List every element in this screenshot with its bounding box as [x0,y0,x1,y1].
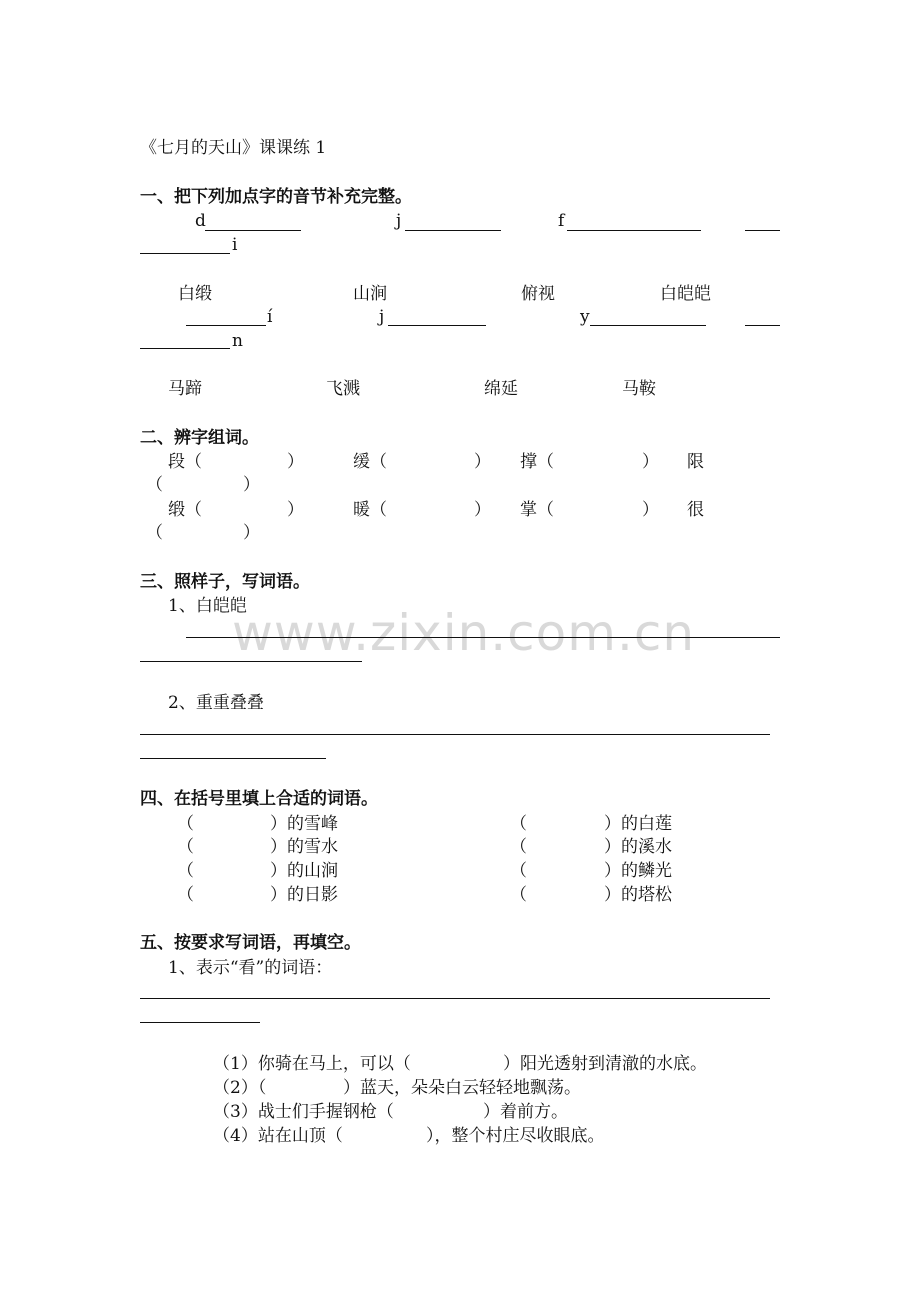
pinyin-prefix: f [558,211,565,231]
fill-item: ）的白莲 [604,814,672,834]
sentence-end: ）阳光透射到清澈的水底。 [503,1054,707,1074]
fill-item: ）的日影 [270,885,338,905]
word: 山涧 [353,284,387,304]
bracket-open: （ [177,861,194,881]
bracket-open: （ [146,475,163,495]
fill-item: ）的雪水 [270,837,338,857]
prompt-item: 1、表示“看”的词语： [168,958,333,978]
char-item: 暖（ [353,500,387,520]
section1-heading: 一、把下列加点字的音节补充完整。 [140,187,412,207]
bracket-close: ） [287,500,304,520]
answer-line[interactable] [140,998,770,999]
bracket-open: （ [146,523,163,543]
word: 马鞍 [622,379,656,399]
pinyin-suffix: i [232,235,238,255]
fill-item: ）的溪水 [604,837,672,857]
answer-line[interactable] [140,661,362,662]
word: 绵延 [484,379,518,399]
bracket-close: ） [243,523,260,543]
word: 白缎 [178,284,212,304]
bracket-close: ） [287,452,304,472]
word: 飞溅 [326,379,360,399]
bracket-open: （ [177,837,194,857]
page-title: 《七月的天山》课课练 1 [140,138,327,158]
word: 马蹄 [168,379,202,399]
example-item: 1、白皑皑 [168,596,247,616]
watermark: www.zixin.com.cn [232,604,696,662]
bracket-open: （ [177,885,194,905]
pinyin-blank[interactable] [140,253,230,254]
sentence-end: ）蓝天，朵朵白云轻轻地飘荡。 [343,1078,581,1098]
bracket-close: ） [243,475,260,495]
sentence-end: ）着前方。 [483,1102,568,1122]
bracket-close: ） [474,452,491,472]
pinyin-prefix: j [396,211,402,231]
sentence-start: （4）站在山顶（ [213,1126,343,1146]
fill-item: ）的山涧 [270,861,338,881]
pinyin-blank[interactable] [140,348,230,349]
bracket-open: （ [510,814,527,834]
section3-heading: 三、照样子，写词语。 [140,572,310,592]
bracket-close: ） [642,500,659,520]
section5-heading: 五、按要求写词语，再填空。 [140,933,361,953]
pinyin-blank[interactable] [590,325,706,326]
pinyin-prefix: y [580,307,590,327]
section2-heading: 二、辨字组词。 [140,428,259,448]
sentence-start: （1）你骑在马上，可以（ [213,1054,411,1074]
pinyin-blank[interactable] [745,230,780,231]
char-item: 很 [687,500,704,520]
bracket-open: （ [510,885,527,905]
pinyin-blank[interactable] [186,325,266,326]
pinyin-blank[interactable] [205,230,301,231]
bracket-open: （ [177,814,194,834]
word: 白皑皑 [660,284,711,304]
pinyin-prefix: j [379,307,385,327]
section4-heading: 四、在括号里填上合适的词语。 [140,789,378,809]
pinyin-blank[interactable] [405,230,501,231]
char-item: 撑（ [520,452,554,472]
char-item: 缓（ [353,452,387,472]
sentence-start: （2）（ [213,1078,267,1098]
answer-line[interactable] [140,758,326,759]
char-item: 限 [687,452,704,472]
char-item: 缎（ [168,500,202,520]
bracket-open: （ [510,861,527,881]
answer-line[interactable] [140,734,770,735]
answer-line[interactable] [140,1022,260,1023]
sentence-start: （3）战士们手握钢枪（ [213,1102,394,1122]
pinyin-prefix: d [195,211,206,231]
pinyin-blank[interactable] [388,325,486,326]
char-item: 掌（ [520,500,554,520]
char-item: 段（ [168,452,202,472]
answer-line[interactable] [186,637,780,638]
bracket-open: （ [510,837,527,857]
pinyin-blank[interactable] [567,230,701,231]
sentence-end: ），整个村庄尽收眼底。 [426,1126,605,1146]
word: 俯视 [521,284,555,304]
pinyin-suffix: í [267,307,273,327]
pinyin-suffix: n [232,331,243,351]
example-item: 2、重重叠叠 [168,693,264,713]
bracket-close: ） [474,500,491,520]
fill-item: ）的塔松 [604,885,672,905]
fill-item: ）的雪峰 [270,814,338,834]
bracket-close: ） [642,452,659,472]
fill-item: ）的鳞光 [604,861,672,881]
pinyin-blank[interactable] [745,325,780,326]
